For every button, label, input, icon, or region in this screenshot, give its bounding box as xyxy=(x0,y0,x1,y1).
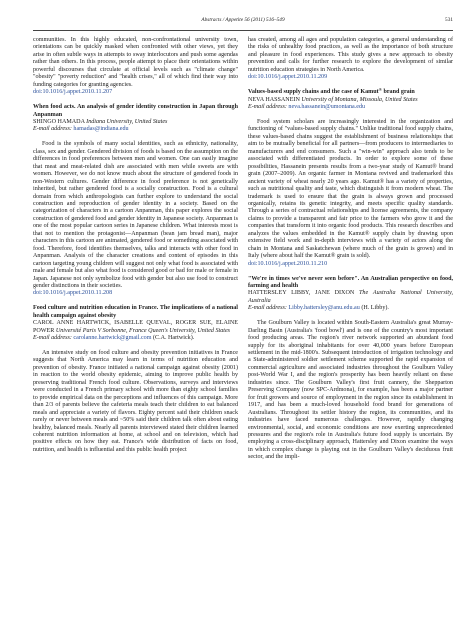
author-line xyxy=(248,290,453,305)
email-line xyxy=(33,126,238,133)
left-column xyxy=(33,37,238,454)
article-title: Food culture and nutrition education in France. The implications of a national health campaign against obesity xyxy=(33,305,238,319)
author-line: CAROL ANNE HARTWICK, ISABELLE QUEVAL, ROGER SUE, ELAINE POWER Université Paris V Sorbonne, France Queen's University, United States xyxy=(33,320,238,334)
page-number: 531 xyxy=(445,17,453,23)
affiliation: Indiana University, United States xyxy=(86,118,168,125)
doi-link[interactable]: doi:10.1016/j.appet.2010.11.210 xyxy=(248,260,328,267)
email-attribution: (C.A. Hartwick). xyxy=(152,335,195,342)
abstract-body: An intensive study on food culture and obesity prevention initiatives in France suggests that North America may learn in terms of nutrition education and prevention of obesity. France initiated a national campaign against obesity (2001) in reaction to the world obesity epidemic, aiming to improve public health by preserving traditional French food culture. Observations, surveys and interviews were conducted in a French primary school with more than eighty school families to provide empirical data on the perceptions and influences of this campaign. More than 2/3 of parents believe the cafeteria meals teach their children to eat balanced meals and appreciate a variety of flavors. Eighty percent said their children snack rarely or never between meals and ~50% said their children talk often about eating healthy, balanced meals. Nearly all parents interviewed stated their children learned coherent nutrition information at home, at school and on television, which had positive effects on how they eat. France's wide distribution of facts on food, nutrition, and health is influential and this public health project xyxy=(33,350,238,453)
affiliation: The Australia National University, Australia xyxy=(248,290,454,304)
email-label: E-mail address: xyxy=(33,335,72,342)
email-label: E-mail address: xyxy=(248,305,287,312)
email-attribution: (H. Libby). xyxy=(361,305,389,312)
author-name: NEVA HASSANEIN xyxy=(248,96,300,103)
journal-citation: Abstracts / Appetite 56 (2011) 516–549 xyxy=(201,17,285,23)
email-link[interactable]: hamadas@indiana.edu xyxy=(73,126,129,133)
email-link[interactable]: neva.hassanein@umontana.edu xyxy=(288,104,366,111)
header-rule xyxy=(33,30,453,31)
author-name: HATTERSLEY LIBBY, JANE DIXON xyxy=(248,290,355,297)
article-title: "We're in times we've never seen before". An Australian perspective on food, farming and health xyxy=(248,275,453,289)
doi-link[interactable]: doi:10.1016/j.appet.2010.11.207 xyxy=(33,89,113,96)
email-line xyxy=(33,335,238,342)
doi-link[interactable]: doi:10.1016/j.appet.2010.11.209 xyxy=(248,74,328,81)
article-title: Values-based supply chains and the case of Kamut® brand grain xyxy=(248,87,415,96)
author-line xyxy=(248,97,453,104)
email-label: E-mail address: xyxy=(248,104,287,111)
email-link[interactable]: Libby.hattersley@anu.edu.au xyxy=(288,305,360,312)
abstract-body: The Goulburn Valley is located within South-Eastern Australia's great Murray-Darling Basin (Australia's 'food bowl') and is one of the country's most important food producing areas. The region's river network supported an abundant food supply for its aboriginal inhabitants for over 40,000 years before European settlement in the mid-1800's. Subsequent introduction of irrigation technology and a State-administered soldier settlement scheme supported the rapid expansion of commercial agriculture and associated industries throughout the Goulburn Valley post-World War I, and the region's prosperity has been heavily reliant on these industries since. The Goulburn Valley's first fruit cannery, the Shepparton Preserving Company (now SPC-Ardmona), for example, has been a major partner for fruit growers and source of employment in the region since its establishment in 1917, and has been a much-loved household food brand for generations of Australians. Throughout its settler history the region, its communities, and its industries have faced numerous challenges. However, rapidly changing environmental, social, and economic conditions are now exerting unprecedented pressures and the region's role in Australia's future food supply is uncertain. By employing a cross-disciplinary approach, Hattersley and Dixon examine the ways in which complex change is playing out in the Goulburn Valley's deciduous fruit sector, and the impli- xyxy=(248,320,453,461)
email-link[interactable]: carolanne.hartwick@gmail.com xyxy=(73,335,152,342)
article-title: When food acts. An analysis of gender identity construction in Japan through Anpanman xyxy=(33,104,238,118)
abstract-body: Food is the symbols of many social identities, such as ethnicity, nationality, class, sex and gender. Gendered division of foods is based on the assumption on the differences in food preferences between men and women. One can easily imagine that meat and meat-related dish are associated with men while sweets are with women. However, we do not know much about the structure of gendered foods in non-Western cultures. Gender difference in food preference is not genetically inherited, but rather gendered food is a socially construction. Food is a cultural domain from which anthropologists can further explore to understand the social construction and reproduction of gender identity in a society. Based on the categorization of characters in a cartoon Anpanman, this paper explores the social construction of gendered food and gender identity in Japanese society. Anpanman is one of the most popular cartoon series in Japanese children. What interests most is that not to mention the protagonist—Anpanman (bean jam bread man), major characters in this cartoon are animated, gendered food or something associated with food. Therefore, food identifies themselves, talks and interacts with other food in Anpanman. Analysis of the character creations and content of episodes in this cartoon targeting young children will suggest not only what food is associated with male and female but also what food is considered good or bad for male or female in Japan. Japanese not only symbolize food with gender but also use food to construct gender distinctions in their societies. xyxy=(33,141,238,289)
doi-link[interactable]: doi:10.1016/j.appet.2010.11.208 xyxy=(33,290,113,297)
running-header xyxy=(33,16,453,26)
email-line xyxy=(248,305,453,312)
continued-paragraph: communities. In this highly educated, non-confrontational university town, orientations can be quickly masked when confronted with other views, yet they arise in often subtle ways in attempts to sway interlocutors and push some agendas rather than others. In this process, people attempt to place their orientations within powerful discourses that circulate at official levels such as "climate change" "obesity" "poverty reduction" and "health crises," all of which find their way into funding categories for granting agencies. xyxy=(33,37,238,88)
right-column xyxy=(248,37,453,462)
email-line xyxy=(248,104,453,111)
continued-paragraph: has created, among all ages and population categories, a general understanding of the risks of unhealthy food practices, as well as the importance of both structure and pleasure in food experiences. This study gives a new approach to obesity prevention and calls for further research to explore the development of similar nutrition education strategies in North America. xyxy=(248,37,453,73)
author-name: CAROL ANNE HARTWICK xyxy=(33,320,110,327)
abstract-body: Food system scholars are increasingly interested in the organization and functioning of "values-based supply chains." Unlike traditional food supply chains, these values-based chains suggest the establishment of business relationships that aim to be mutually beneficial for all partners—from producers to intermediaries to manufacturers and end consumers. Such a "win-win" approach also tends to be associated with differentiated products. In order to explore some of these possibilities, Hassanein presents results from a two-year study of Kamut® brand grain (2007–2009). An organic farmer in Montana revived and trademarked this ancient variety of wheat nearly 20 years ago. Kamut® has a variety of properties, such as nutritional quality and taste, which distinguish it from modern wheat. The trademark is used to ensure that the grain is always grown and processed organically, retains its genetic integrity, and meets specific quality standards. Through a series of contractual relationships and license agreements, the company claims to provide a transparent and fair price to the farmers who grow it and the companies that transform it into organic food products. This research describes and analyzes the values embedded in the Kamut® supply chain by drawing upon extensive field work and in-depth interviews with a variety of actors along the chain in Montana and Saskatchewan (where much of the grain is grown) and in Italy (where about half the Kamut® grain is sold). xyxy=(248,118,453,260)
email-label: E-mail address: xyxy=(33,126,72,133)
author-name: SHINGO HAMADA xyxy=(33,118,85,125)
affiliation: University of Montana, Missoula, United States xyxy=(301,96,418,103)
author-line xyxy=(33,119,238,126)
